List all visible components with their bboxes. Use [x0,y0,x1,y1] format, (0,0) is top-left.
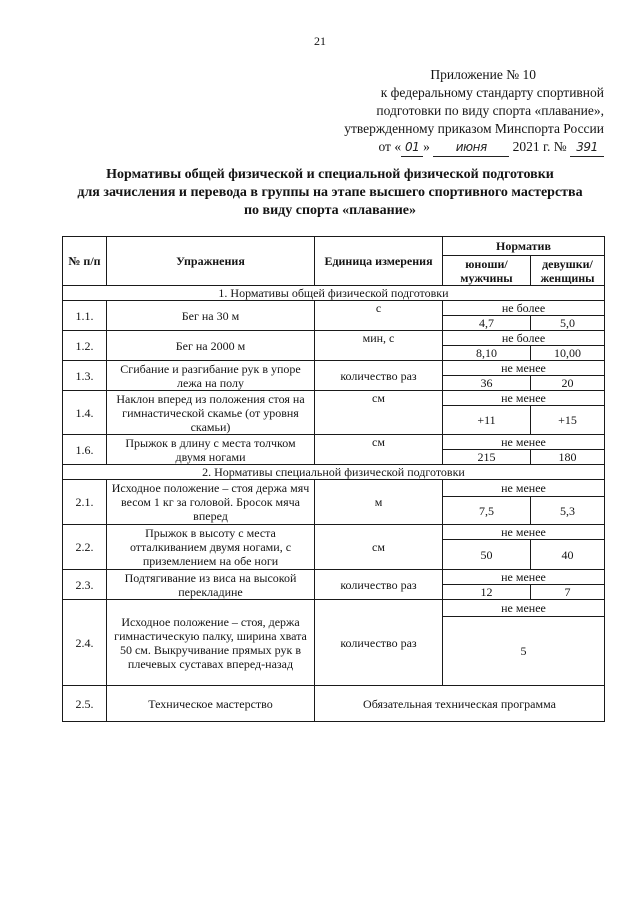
header-norm: Норматив [443,237,605,256]
row-male-value: 8,10 [443,346,531,361]
appendix-title: Приложение № 10 [430,67,536,82]
row-female-value: 180 [531,450,605,465]
row-unit: см [315,525,443,570]
table-row [63,331,605,346]
header-num: № п/п [63,237,107,286]
row-male-value: 12 [443,585,531,600]
row-num: 2.3. [63,570,107,600]
row-female-value: 10,00 [531,346,605,361]
table-header-row [63,237,605,256]
order-number-handwritten: 391 [570,138,604,157]
row-unit: см [315,391,443,435]
row-qualifier: не менее [443,361,605,376]
row-unit: количество раз [315,600,443,686]
title-line: по виду спорта «плавание» [243,203,417,218]
date-year: 2021 г. № [512,139,567,154]
table-row [63,570,605,585]
row-unit: количество раз [315,570,443,600]
row-male-value: 50 [443,540,531,570]
row-unit: мин, с [315,331,443,361]
row-qualifier: не менее [443,435,605,450]
row-exercise: Сгибание и разгибание рук в упоре лежа на полу [107,361,315,391]
document-title [40,166,620,220]
section-row [63,286,605,301]
header-female: девушки/ женщины [531,256,605,286]
date-mid: » [423,139,430,154]
section-row [63,465,605,480]
appendix-date-line [304,138,604,157]
row-male-value: 215 [443,450,531,465]
table-row [63,600,605,617]
row-num: 2.1. [63,480,107,525]
row-female-value: 5,3 [531,497,605,525]
row-exercise: Исходное положение – стоя, держа гимнастическую палку, ширина хвата 50 см. Выкручивание прямых рук в плечевых суставах вперед-назад [107,600,315,686]
row-qualifier: не менее [443,570,605,585]
row-num: 1.6. [63,435,107,465]
row-unit: см [315,435,443,465]
row-unit-norm-combined: Обязательная техническая программа [315,686,605,722]
table-row [63,361,605,376]
row-male-value: 7,5 [443,497,531,525]
appendix-header [304,66,604,157]
header-unit: Единица измерения [315,237,443,286]
row-num: 1.2. [63,331,107,361]
row-exercise: Прыжок в высоту с места отталкиванием двумя ногами, с приземлением на обе ноги [107,525,315,570]
row-exercise: Бег на 30 м [107,301,315,331]
row-male-value: +11 [443,406,531,435]
appendix-line: к федеральному стандарту спортивной [380,85,604,100]
row-exercise: Прыжок в длину с места толчком двумя ногами [107,435,315,465]
row-qualifier: не менее [443,600,605,617]
row-male-value: 36 [443,376,531,391]
row-num: 2.4. [63,600,107,686]
table-row [63,435,605,450]
row-qualifier: не более [443,331,605,346]
row-num: 1.4. [63,391,107,435]
date-month-handwritten: июня [433,138,509,157]
row-num: 1.3. [63,361,107,391]
date-day-handwritten: 01 [401,138,423,157]
row-female-value: 20 [531,376,605,391]
row-female-value: 7 [531,585,605,600]
row-exercise: Исходное положение – стоя держа мяч весом 1 кг за головой. Бросок мяча вперед [107,480,315,525]
row-unit: с [315,301,443,331]
title-line: для зачисления и перевода в группы на этапе высшего спортивного мастерства [77,185,583,200]
row-qualifier: не менее [443,480,605,497]
table-row [63,525,605,540]
row-num: 2.2. [63,525,107,570]
row-combined-value: 5 [443,617,605,686]
row-num: 1.1. [63,301,107,331]
row-exercise: Наклон вперед из положения стоя на гимнастической скамье (от уровня скамьи) [107,391,315,435]
row-exercise: Техническое мастерство [107,686,315,722]
title-line: Нормативы общей физической и специальной физической подготовки [106,167,554,182]
appendix-line: подготовки по виду спорта «плавание», [376,103,604,118]
section-title: 2. Нормативы специальной физической подготовки [63,465,605,480]
header-male: юноши/ мужчины [443,256,531,286]
row-exercise: Бег на 2000 м [107,331,315,361]
table-row [63,686,605,722]
row-female-value: 5,0 [531,316,605,331]
row-female-value: +15 [531,406,605,435]
row-unit: м [315,480,443,525]
row-exercise: Подтягивание из виса на высокой перекладине [107,570,315,600]
row-unit: количество раз [315,361,443,391]
norms-table [62,236,605,722]
table-row [63,391,605,406]
row-qualifier: не менее [443,391,605,406]
row-qualifier: не более [443,301,605,316]
row-num: 2.5. [63,686,107,722]
date-prefix: от « [378,139,402,154]
section-title: 1. Нормативы общей физической подготовки [63,286,605,301]
table-row [63,301,605,316]
row-female-value: 40 [531,540,605,570]
row-male-value: 4,7 [443,316,531,331]
page-number: 21 [314,34,326,48]
appendix-line: утвержденному приказом Минспорта России [344,121,604,136]
table-row [63,480,605,497]
header-exercise: Упражнения [107,237,315,286]
row-qualifier: не менее [443,525,605,540]
